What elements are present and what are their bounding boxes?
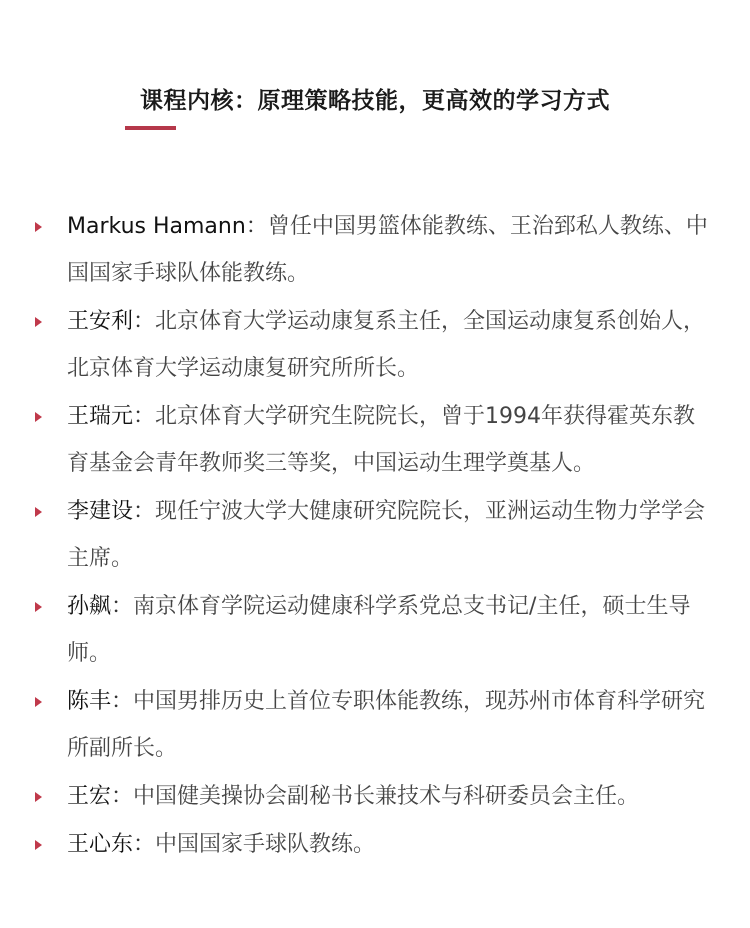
triangle-bullet-icon <box>35 507 42 517</box>
triangle-bullet-icon <box>35 602 42 612</box>
name-separator: ： <box>133 309 156 334</box>
instructor-name: 王宏 <box>67 784 112 809</box>
name-separator: ： <box>111 784 134 809</box>
name-separator: ： <box>133 499 156 524</box>
instructor-description: 中国健美操协会副秘书长兼技术与科研委员会主任。 <box>133 784 640 809</box>
triangle-bullet-icon <box>35 792 42 802</box>
list-item <box>0 488 750 582</box>
list-item <box>0 821 750 868</box>
list-item <box>0 678 750 772</box>
list-item <box>0 773 750 820</box>
instructor-name: 王瑞元 <box>67 404 134 429</box>
instructor-description: 北京体育大学运动康复系主任，全国运动康复系创始人，北京体育大学运动康复研究所所长。 <box>67 309 706 381</box>
instructor-description: 北京体育大学研究生院院长，曾于1994年获得霍英东教育基金会青年教师奖三等奖，中国运动生理学奠基人。 <box>67 404 696 476</box>
instructor-name: 王安利 <box>67 309 134 334</box>
name-separator: ： <box>133 832 156 857</box>
triangle-bullet-icon <box>35 840 42 850</box>
instructor-name: 孙飙 <box>67 594 112 619</box>
instructor-name: Markus Hamann <box>67 214 246 239</box>
list-item <box>0 583 750 677</box>
instructor-name: 李建设 <box>67 499 134 524</box>
name-separator: ： <box>111 689 134 714</box>
triangle-bullet-icon <box>35 697 42 707</box>
section-title: 课程内核：原理策略技能，更高效的学习方式 <box>140 88 610 114</box>
triangle-bullet-icon <box>35 317 42 327</box>
instructor-description: 南京体育学院运动健康科学系党总支书记/主任，硕士生导师。 <box>67 594 691 666</box>
triangle-bullet-icon <box>35 222 42 232</box>
name-separator: ： <box>111 594 134 619</box>
triangle-bullet-icon <box>35 412 42 422</box>
title-underline <box>125 126 176 130</box>
name-separator: ： <box>133 404 156 429</box>
instructor-description: 曾任中国男篮体能教练、王治郅私人教练、中国国家手球队体能教练。 <box>67 214 708 286</box>
instructor-name: 陈丰 <box>67 689 112 714</box>
list-item <box>0 298 750 392</box>
list-item <box>0 393 750 487</box>
list-item <box>0 203 750 297</box>
instructor-list <box>0 203 750 869</box>
instructor-description: 中国国家手球队教练。 <box>155 832 376 857</box>
instructor-name: 王心东 <box>67 832 134 857</box>
instructor-description: 中国男排历史上首位专职体能教练，现苏州市体育科学研究所副所长。 <box>67 689 706 761</box>
instructor-description: 现任宁波大学大健康研究院院长，亚洲运动生物力学学会主席。 <box>67 499 706 571</box>
name-separator: ： <box>245 214 268 239</box>
